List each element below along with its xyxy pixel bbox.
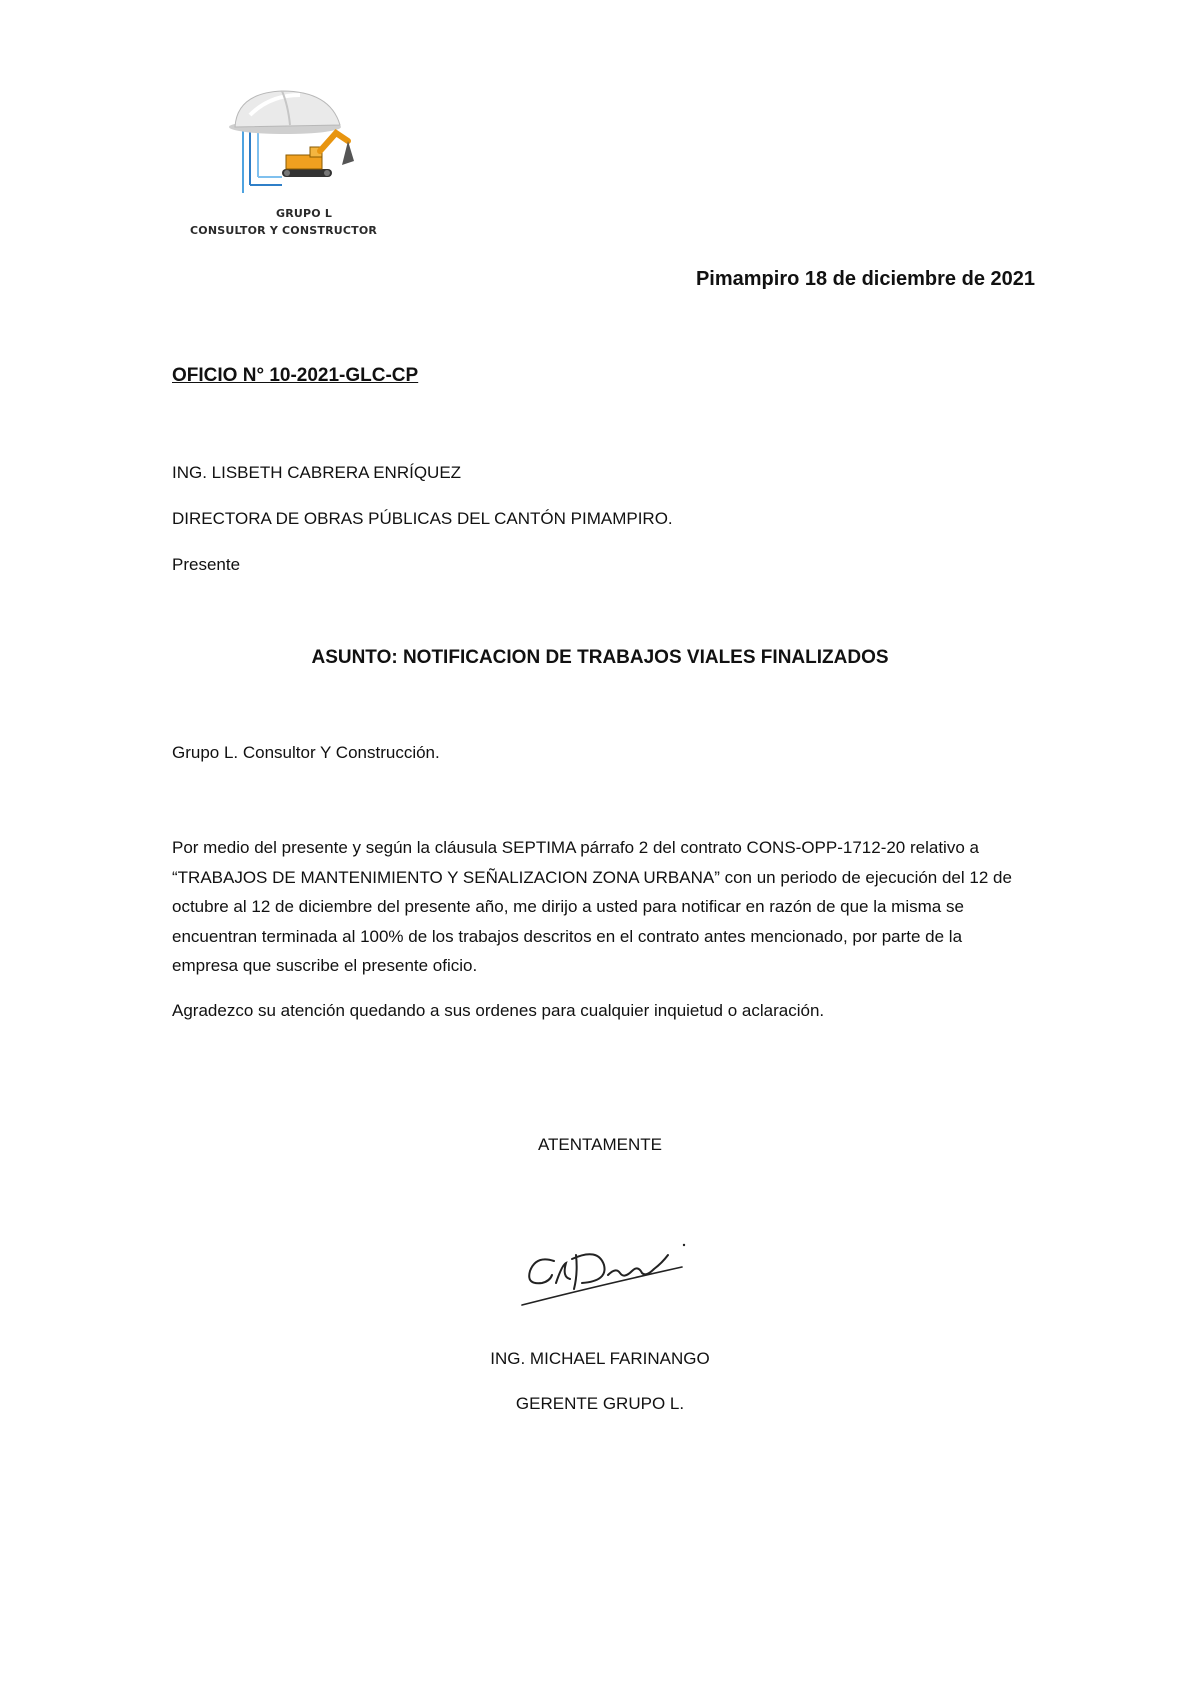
signer-name: ING. MICHAEL FARINANGO (490, 1349, 710, 1368)
date-line: Pimampiro 18 de diciembre de 2021 (695, 268, 1035, 290)
recipient-name: ING. LISBETH CABRERA ENRÍQUEZ (172, 463, 462, 482)
oficio-number: OFICIO N° 10-2021-GLC-CP (172, 365, 419, 386)
sign-off: ATENTAMENTE (537, 1135, 663, 1154)
logo-company-name: GRUPO L (276, 207, 333, 220)
closing-paragraph: Agradezco su atención quedando a sus ordenes para cualquier inquietud o aclaración. (172, 1001, 825, 1020)
company-logo (190, 85, 410, 245)
recipient-position: DIRECTORA DE OBRAS PÚBLICAS DEL CANTÓN PIMAMPIRO. (172, 509, 673, 528)
recipient-presente: Presente (172, 555, 241, 574)
excavator-icon (282, 133, 354, 177)
logo-graphic (190, 85, 410, 205)
hard-hat-icon (229, 91, 341, 134)
signer-title: GERENTE GRUPO L. (515, 1394, 685, 1413)
body-paragraph: Por medio del presente y según la cláusula SEPTIMA párrafo 2 del contrato CONS-OPP-1712-20 relativo a “TRABAJOS DE MANTENIMIENTO Y SEÑALIZACION ZONA URBANA” con un periodo de ejecución del 12 de octubre al 12 de diciembre del presente año, me dirijo a usted para notificar en razón de que la misma se encuentran terminada al 100% de los trabajos descritos en el contrato antes mencionado, por parte de la empresa que suscribe el presente oficio. (172, 838, 1012, 975)
handwritten-signature (512, 1225, 702, 1315)
logo-company-tagline: CONSULTOR Y CONSTRUCTOR (190, 224, 378, 237)
greeting-line: Grupo L. Consultor Y Construcción. (172, 743, 440, 762)
subject-line: ASUNTO: NOTIFICACION DE TRABAJOS VIALES FINALIZADOS (311, 647, 889, 668)
